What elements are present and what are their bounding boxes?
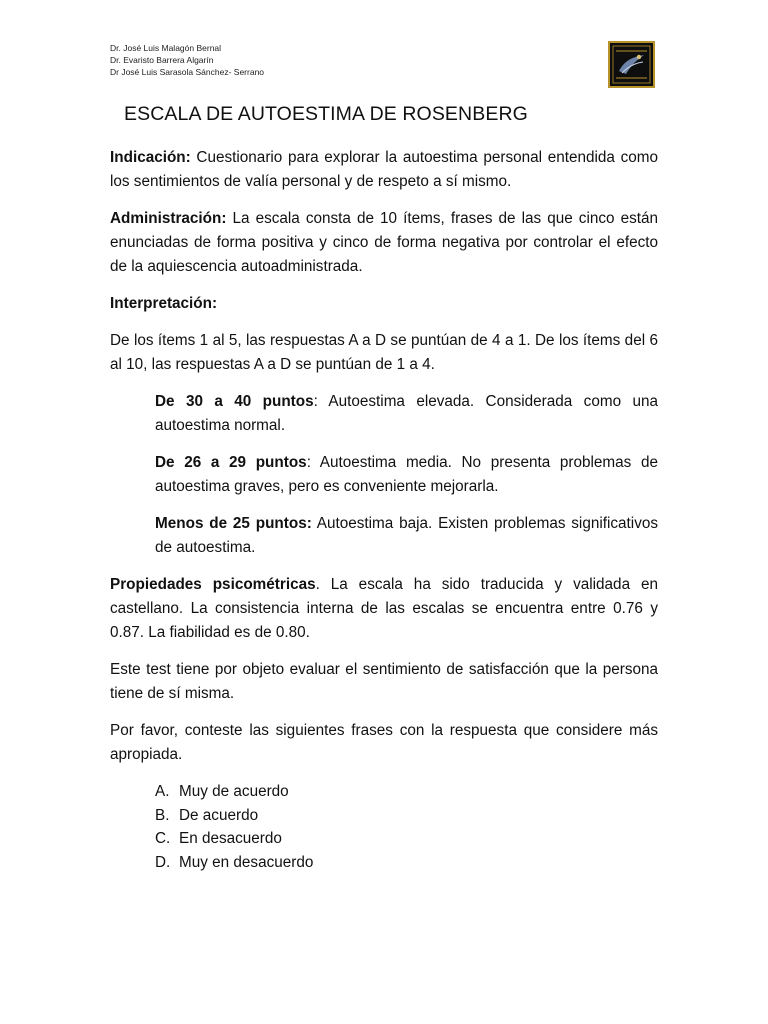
- option-letter: C.: [155, 830, 171, 847]
- interpretacion-label: Interpretación:: [110, 295, 218, 312]
- option-text: Muy de acuerdo: [179, 783, 289, 800]
- authors-block: [110, 42, 264, 78]
- option-letter: D.: [155, 853, 171, 871]
- author-line: Dr. José Luis Malagón Bernal: [110, 43, 222, 53]
- range-text: : Autoestima media. No presenta problemas de autoestima graves, pero es conveniente mejorarla.: [155, 454, 658, 495]
- page-title: ESCALA DE AUTOESTIMA DE ROSENBERG: [124, 103, 528, 125]
- interpretacion-paragraph: De los ítems 1 al 5, las respuestas A a D se puntúan de 4 a 1. De los ítems del 6 al 10, las respuestas A a D se puntúan de 1 a 4.: [110, 332, 658, 373]
- range-text: Autoestima baja. Existen problemas significativos de autoestima.: [155, 515, 658, 556]
- instruccion-paragraph: Por favor, conteste las siguientes frases con la respuesta que considere más apropiada.: [110, 722, 658, 763]
- answer-option: [155, 851, 658, 875]
- range-item: [110, 390, 658, 438]
- university-seal-icon: [608, 41, 655, 88]
- propiedades-label: Propiedades psicométricas: [110, 576, 316, 593]
- option-letter: A.: [155, 783, 170, 800]
- option-text: Muy en desacuerdo: [179, 853, 314, 871]
- administracion-label: Administración:: [110, 210, 227, 227]
- option-letter: B.: [155, 806, 170, 824]
- answer-option: [155, 827, 658, 851]
- author-line: Dr. Evaristo Barrera Algarín: [110, 55, 214, 65]
- propiedades-paragraph: [110, 573, 658, 645]
- range-label: De 30 a 40 puntos: [155, 393, 314, 410]
- administracion-paragraph: [110, 207, 658, 279]
- indicacion-label: Indicación:: [110, 149, 191, 166]
- option-text: De acuerdo: [179, 806, 259, 824]
- indicacion-paragraph: [110, 146, 658, 194]
- answer-option: [155, 780, 658, 804]
- answer-options-list: [110, 780, 658, 874]
- range-item: [110, 451, 658, 499]
- objetivo-paragraph: Este test tiene por objeto evaluar el sentimiento de satisfacción que la persona tiene de sí misma.: [110, 661, 658, 702]
- author-line: Dr José Luis Sarasola Sánchez- Serrano: [110, 67, 265, 77]
- range-label: De 26 a 29 puntos: [155, 454, 307, 471]
- propiedades-text: . La escala ha sido traducida y validada en castellano. La consistencia interna de las escalas se encuentra entre 0.76 y 0.87. La fiabilidad es de 0.80.: [110, 576, 658, 641]
- document-body: [110, 146, 658, 874]
- answer-option: [155, 804, 658, 828]
- interpretacion-heading: [110, 292, 658, 316]
- range-label: Menos de 25 puntos:: [155, 515, 312, 532]
- indicacion-text: Cuestionario para explorar la autoestima personal entendida como los sentimientos de valía personal y de respeto a sí mismo.: [110, 149, 658, 190]
- range-text: : Autoestima elevada. Considerada como una autoestima normal.: [155, 393, 658, 434]
- administracion-text: La escala consta de 10 ítems, frases de las que cinco están enunciadas de forma positiva y cinco de forma negativa por controlar el efecto de la aquiescencia autoadministrada.: [110, 210, 658, 275]
- range-item: [110, 512, 658, 560]
- option-text: En desacuerdo: [179, 830, 282, 847]
